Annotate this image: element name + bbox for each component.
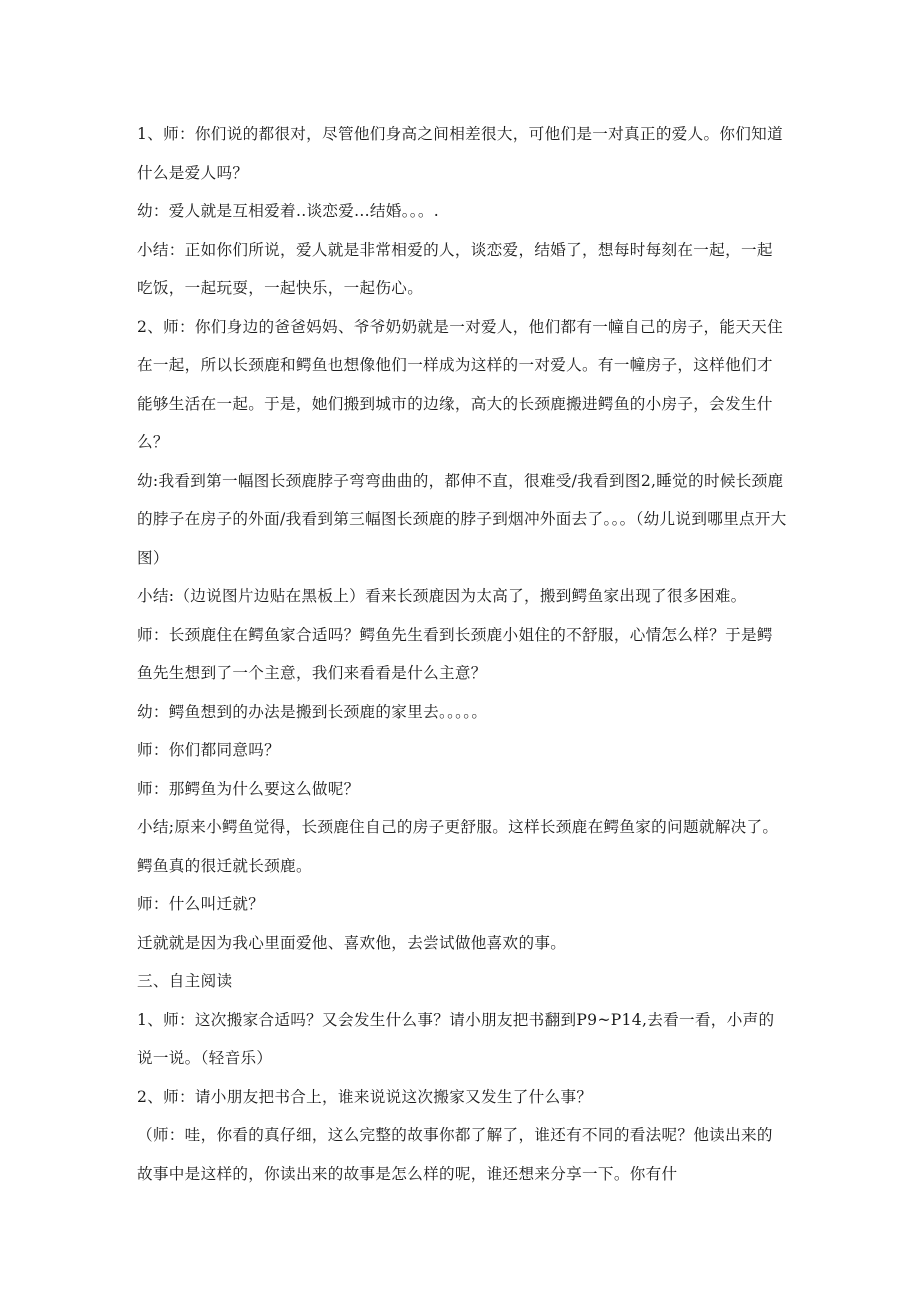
paragraph-teacher-question-2: 2、师：你们身边的爸爸妈妈、爷爷奶奶就是一对爱人，他们都有一幢自己的房子，能天天住在一起，所以长颈鹿和鳄鱼也想像他们一样成为这样的一对爱人。有一幢房子，这样他们才能够生活在一起。于是，她们搬到城市的边缘，高大的长颈鹿搬进鳄鱼的小房子，会发生什么？	[137, 317, 783, 451]
paragraph-child-answer-1: 幼：爱人就是互相爱着..谈恋爱...结婚。。。.	[137, 202, 440, 220]
paragraph-teacher-question-5: 师：那鳄鱼为什么要这么做呢？	[137, 779, 360, 798]
document-page	[137, 115, 787, 1193]
paragraph-summary-2: 小结:（边说图片边贴在黑板上）看来长颈鹿因为太高了，搬到鳄鱼家出现了很多困难。	[137, 587, 747, 605]
paragraph-teacher-question-6: 师：什么叫迁就？	[137, 895, 265, 913]
section-heading: 三、自主阅读	[137, 972, 233, 990]
paragraph-teacher-question-1: 1、师：你们说的都很对，尽管他们身高之间相差很大，可他们是一对真正的爱人。你们知道什么是爱人吗？	[137, 125, 783, 182]
paragraph-teacher-comment: （师：哇，你看的真仔细，这么完整的故事你都了解了，谁还有不同的看法呢？他读出来的故事中是这样的，你读出来的故事是怎么样的呢，谁还想来分享一下。你有什	[137, 1126, 773, 1183]
paragraph-child-answer-2: 幼:我看到第一幅图长颈鹿脖子弯弯曲曲的，都伸不直，很难受/我看到图2,睡觉的时候长颈鹿的脖子在房子的外面/我看到第三幅图长颈鹿的脖子到烟冲外面去了。。。（幼儿说到哪里点开大图）	[137, 471, 787, 567]
paragraph-definition: 迁就就是因为我心里面爱他、喜欢他，去尝试做他喜欢的事。	[137, 933, 567, 952]
paragraph-reading-task-2: 2、师：请小朋友把书合上，谁来说说这次搬家又发生了什么事？	[137, 1087, 593, 1106]
paragraph-summary-3: 小结;原来小鳄鱼觉得，长颈鹿住自己的房子更舒服。这样长颈鹿在鳄鱼家的问题就解决了。鳄鱼真的很迁就长颈鹿。	[137, 818, 779, 875]
paragraph-teacher-question-4: 师：你们都同意吗？	[137, 741, 281, 759]
paragraph-teacher-question-3: 师：长颈鹿住在鳄鱼家合适吗？鳄鱼先生看到长颈鹿小姐住的不舒服，心情怎么样？于是鳄鱼先生想到了一个主意，我们来看看是什么主意？	[137, 625, 773, 682]
paragraph-reading-task-1: 1、师：这次搬家合适吗？又会发生什么事？请小朋友把书翻到P9~P14,去看一看，小声的说一说。（轻音乐）	[137, 1010, 775, 1067]
paragraph-child-answer-3: 幼：鳄鱼想到的办法是搬到长颈鹿的家里去。。。。。	[137, 702, 488, 721]
paragraph-summary-1: 小结：正如你们所说，爱人就是非常相爱的人，谈恋爱，结婚了，想每时每刻在一起，一起吃饭，一起玩耍，一起快乐，一起伤心。	[137, 240, 773, 297]
